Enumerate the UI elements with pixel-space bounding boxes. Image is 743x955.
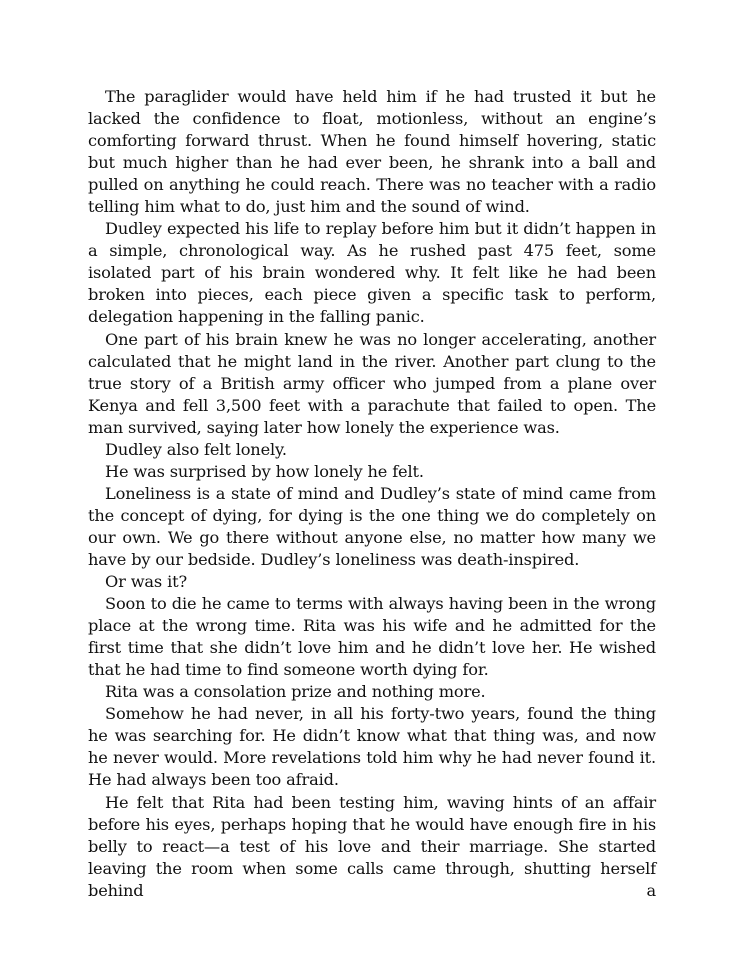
document-page <box>88 86 656 902</box>
paragraph-rita-testing: He felt that Rita had been testing him, waving hints of an affair before his eyes, perhaps hoping that he would have enough fire in his belly to react—a test of his love and their marriage. She started leaving the room when some calls came through, shutting herself behind a <box>88 792 656 900</box>
paragraph-or-was-it: Or was it? <box>105 572 187 592</box>
paragraph-loneliness: Loneliness is a state of mind and Dudley’s state of mind came from the concept of dying, for dying is the one thing we do completely on our own. We go there without anyone else, no matter how many we have by our bedside. Dudley’s loneliness was death-inspired. <box>88 483 656 569</box>
paragraph-brain-parts: One part of his brain knew he was no longer accelerating, another calculated that he might land in the river. Another part clung to the true story of a British army officer who jumped from a plane over Kenya and fell 3,500 feet with a parachute that failed to open. The man survived, saying later how lonely the experience was. <box>88 329 656 437</box>
paragraph-felt-lonely: Dudley also felt lonely. <box>105 439 287 459</box>
paragraph-paraglider: The paraglider would have held him if he had trusted it but he lacked the confidence to float, motionless, without an engine’s comforting forward thrust. When he found himself hovering, static but much higher than he had ever been, he shrank into a ball and pulled on anything he could reach. There was no teacher with a radio telling him what to do, just him and the sound of wind. <box>88 87 656 217</box>
paragraph-consolation-prize: Rita was a consolation prize and nothing more. <box>105 682 486 702</box>
paragraph-surprised: He was surprised by how lonely he felt. <box>105 461 424 481</box>
paragraph-life-replay: Dudley expected his life to replay before him but it didn’t happen in a simple, chronological way. As he rushed past 475 feet, some isolated part of his brain wondered why. It felt like he had been broken into pieces, each piece given a specific task to perform, delegation happening in the falling panic. <box>88 219 656 327</box>
paragraph-wrong-place: Soon to die he came to terms with always having been in the wrong place at the wrong time. Rita was his wife and he admitted for the first time that she didn’t love him and he didn’t love her. He wished that he had time to find someone worth dying for. <box>88 594 656 680</box>
paragraph-forty-two-years: Somehow he had never, in all his forty-two years, found the thing he was searching for. He didn’t know what that thing was, and now he never would. More revelations told him why he had never found it. He had always been too afraid. <box>88 704 656 790</box>
